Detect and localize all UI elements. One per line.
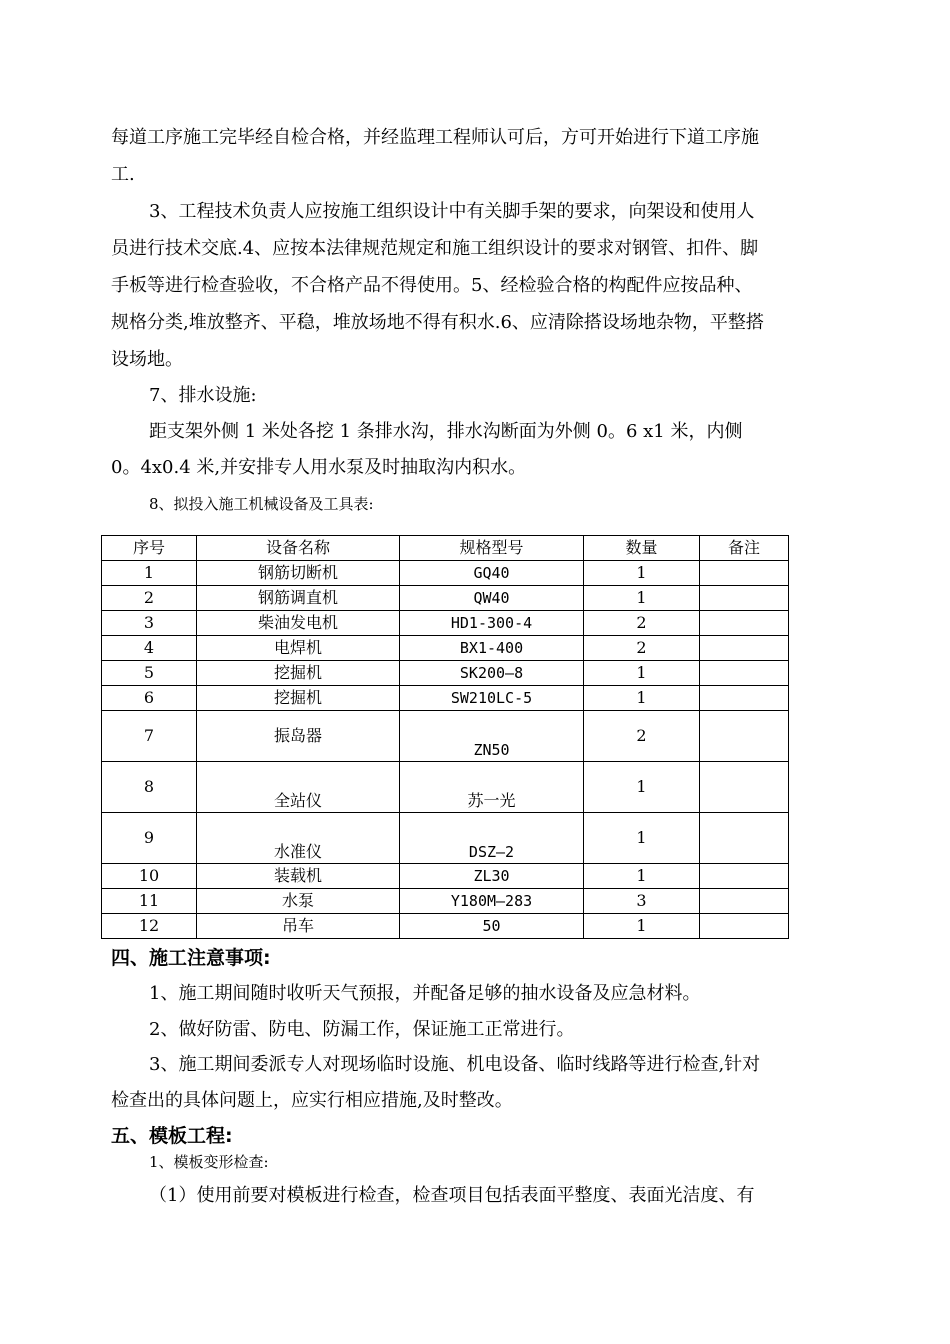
paragraph-line: 手板等进行检查验收，不合格产品不得使用。5、经检验合格的构配件应按品种、 <box>111 275 753 296</box>
cell-qty: 3 <box>584 889 700 914</box>
cell-note <box>700 762 789 813</box>
table-header-row <box>102 536 789 561</box>
cell-name: 挖掘机 <box>197 661 400 686</box>
cell-qty: 2 <box>584 711 700 762</box>
paragraph-line: 距支架外侧 1 米处各挖 1 条排水沟，排水沟断面为外侧 0。6 x1 米，内侧 <box>149 421 743 442</box>
table-caption: 8、拟投入施工机械设备及工具表: <box>149 495 374 513</box>
cell-model: 苏一光 <box>400 762 584 813</box>
header-cell: 数量 <box>584 536 700 561</box>
cell-note <box>700 661 789 686</box>
header-cell: 序号 <box>102 536 197 561</box>
table-row <box>102 561 789 586</box>
cell-model: SK200—8 <box>400 661 584 686</box>
cell-no: 10 <box>102 864 197 889</box>
cell-qty: 1 <box>584 762 700 813</box>
cell-no: 8 <box>102 762 197 813</box>
cell-name: 吊车 <box>197 914 400 939</box>
cell-name: 挖掘机 <box>197 686 400 711</box>
paragraph-line: 设场地。 <box>111 349 183 370</box>
table-row <box>102 711 789 762</box>
cell-name: 钢筋调直机 <box>197 586 400 611</box>
paragraph-line: 7、排水设施: <box>149 385 257 406</box>
paragraph-line: 3、施工期间委派专人对现场临时设施、机电设备、临时线路等进行检查,针对 <box>149 1054 761 1075</box>
paragraph-line: 3、工程技术负责人应按施工组织设计中有关脚手架的要求，向架设和使用人 <box>149 201 755 222</box>
cell-model: QW40 <box>400 586 584 611</box>
section-heading: 五、模板工程: <box>111 1125 233 1147</box>
paragraph-line: （1）使用前要对模板进行检查，检查项目包括表面平整度、表面光洁度、有 <box>149 1185 755 1206</box>
cell-name: 水泵 <box>197 889 400 914</box>
cell-no: 6 <box>102 686 197 711</box>
cell-no: 3 <box>102 611 197 636</box>
cell-qty: 1 <box>584 561 700 586</box>
cell-name: 水准仪 <box>197 813 400 864</box>
section-heading: 四、施工注意事项: <box>111 947 271 969</box>
paragraph-line: 检查出的具体问题上，应实行相应措施,及时整改。 <box>111 1090 513 1111</box>
header-cell: 设备名称 <box>197 536 400 561</box>
paragraph-line: 2、做好防雷、防电、防漏工作，保证施工正常进行。 <box>149 1019 575 1040</box>
cell-qty: 1 <box>584 864 700 889</box>
cell-note <box>700 889 789 914</box>
cell-note <box>700 611 789 636</box>
table-row <box>102 636 789 661</box>
cell-qty: 1 <box>584 813 700 864</box>
cell-name: 电焊机 <box>197 636 400 661</box>
cell-model: DSZ—2 <box>400 813 584 864</box>
paragraph-line: 规格分类,堆放整齐、平稳，堆放场地不得有积水.6、应清除搭设场地杂物，平整搭 <box>111 312 764 333</box>
cell-no: 9 <box>102 813 197 864</box>
cell-no: 1 <box>102 561 197 586</box>
equipment-table <box>101 535 789 939</box>
cell-note <box>700 813 789 864</box>
cell-qty: 2 <box>584 636 700 661</box>
paragraph-line: 员进行技术交底.4、应按本法律规范规定和施工组织设计的要求对钢管、扣件、脚 <box>111 238 759 259</box>
paragraph-line: 1、模板变形检查: <box>149 1153 269 1171</box>
table-row <box>102 686 789 711</box>
table-row <box>102 661 789 686</box>
cell-name: 全站仪 <box>197 762 400 813</box>
cell-name: 钢筋切断机 <box>197 561 400 586</box>
cell-model: SW210LC-5 <box>400 686 584 711</box>
cell-no: 2 <box>102 586 197 611</box>
cell-note <box>700 914 789 939</box>
cell-name: 装载机 <box>197 864 400 889</box>
cell-model: HD1-300-4 <box>400 611 584 636</box>
cell-no: 7 <box>102 711 197 762</box>
cell-model: Y180M—283 <box>400 889 584 914</box>
cell-no: 12 <box>102 914 197 939</box>
table-row <box>102 813 789 864</box>
cell-note <box>700 711 789 762</box>
cell-note <box>700 636 789 661</box>
cell-model: BX1-400 <box>400 636 584 661</box>
header-cell: 备注 <box>700 536 789 561</box>
cell-qty: 1 <box>584 686 700 711</box>
table-row <box>102 889 789 914</box>
cell-name: 振岛器 <box>197 711 400 762</box>
paragraph-line: 0。4x0.4 米,并安排专人用水泵及时抽取沟内积水。 <box>111 457 527 478</box>
cell-model: GQ40 <box>400 561 584 586</box>
cell-qty: 1 <box>584 914 700 939</box>
cell-model: ZL30 <box>400 864 584 889</box>
paragraph-line: 1、施工期间随时收听天气预报，并配备足够的抽水设备及应急材料。 <box>149 983 701 1004</box>
paragraph-line: 工. <box>111 164 135 185</box>
cell-no: 5 <box>102 661 197 686</box>
cell-qty: 1 <box>584 586 700 611</box>
cell-model: ZN50 <box>400 711 584 762</box>
cell-note <box>700 686 789 711</box>
table-row <box>102 914 789 939</box>
paragraph-line: 每道工序施工完毕经自检合格，并经监理工程师认可后，方可开始进行下道工序施 <box>111 127 759 148</box>
cell-qty: 2 <box>584 611 700 636</box>
cell-note <box>700 864 789 889</box>
cell-no: 4 <box>102 636 197 661</box>
table-row <box>102 762 789 813</box>
table-row <box>102 864 789 889</box>
cell-model: 50 <box>400 914 584 939</box>
cell-note <box>700 561 789 586</box>
table-row <box>102 611 789 636</box>
table-row <box>102 586 789 611</box>
header-cell: 规格型号 <box>400 536 584 561</box>
cell-qty: 1 <box>584 661 700 686</box>
cell-note <box>700 586 789 611</box>
cell-name: 柴油发电机 <box>197 611 400 636</box>
cell-no: 11 <box>102 889 197 914</box>
